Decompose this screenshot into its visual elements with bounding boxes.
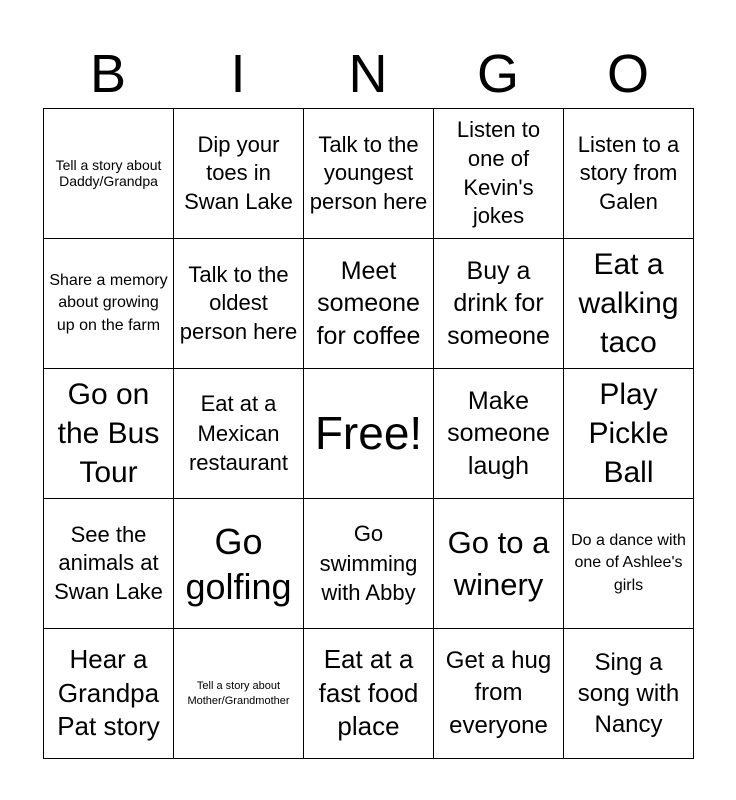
- bingo-cell[interactable]: [304, 109, 434, 239]
- cell-text: Eat at a Mexican restaurant: [188, 390, 289, 476]
- free-space[interactable]: [304, 369, 434, 499]
- bingo-cell[interactable]: [434, 629, 564, 759]
- header-letter-o: O: [606, 44, 649, 104]
- cell-text: Tell a story about Mother/Grandmother: [187, 679, 290, 707]
- bingo-cell[interactable]: [44, 109, 174, 239]
- cell-text: See the animals at Swan Lake: [54, 521, 163, 604]
- card-row: [44, 109, 694, 239]
- bingo-cell[interactable]: [174, 629, 304, 759]
- header-letter-n: N: [348, 44, 388, 104]
- bingo-cell[interactable]: [304, 629, 434, 759]
- cell-text: Hear a Grandpa Pat story: [57, 643, 160, 742]
- cell-text: Sing a song with Nancy: [577, 648, 680, 739]
- cell-text: Make someone laugh: [447, 386, 550, 480]
- bingo-cell[interactable]: [174, 499, 304, 629]
- bingo-cell[interactable]: [44, 239, 174, 369]
- card-row: [44, 369, 694, 499]
- cell-text: Talk to the oldest person here: [179, 261, 298, 344]
- bingo-cell[interactable]: [434, 109, 564, 239]
- cell-text: Listen to one of Kevin's jokes: [456, 117, 541, 229]
- bingo-cell[interactable]: [564, 369, 694, 499]
- bingo-cell[interactable]: [304, 499, 434, 629]
- header-letter-i: I: [230, 44, 246, 104]
- cell-text: Listen to a story from Galen: [577, 131, 680, 214]
- bingo-cell[interactable]: [174, 369, 304, 499]
- bingo-cell[interactable]: [44, 369, 174, 499]
- cell-text: Eat at a fast food place: [318, 643, 419, 742]
- bingo-cell[interactable]: [434, 499, 564, 629]
- cell-text: Play Pickle Ball: [588, 378, 669, 489]
- cell-text: Go golfing: [185, 520, 292, 607]
- cell-text: Go on the Bus Tour: [57, 378, 160, 489]
- cell-text: Dip your toes in Swan Lake: [184, 131, 293, 214]
- bingo-card: [43, 108, 694, 759]
- bingo-cell[interactable]: [434, 369, 564, 499]
- cell-text: Share a memory about growing up on the farm: [49, 271, 168, 334]
- cell-text: Tell a story about Daddy/Grandpa: [55, 156, 162, 189]
- bingo-cell[interactable]: [44, 629, 174, 759]
- cell-text: Do a dance with one of Ashlee's girls: [571, 531, 686, 594]
- cell-text: Get a hug from everyone: [445, 646, 552, 739]
- bingo-cell[interactable]: [564, 499, 694, 629]
- cell-text: Talk to the youngest person here: [309, 131, 428, 214]
- card-row: [44, 239, 694, 369]
- card-row: [44, 499, 694, 629]
- cell-text: Meet someone for coffee: [316, 256, 421, 350]
- bingo-cell[interactable]: [564, 629, 694, 759]
- bingo-cell[interactable]: [304, 239, 434, 369]
- bingo-header: [43, 40, 693, 108]
- card-row: [44, 629, 694, 759]
- header-letter-b: B: [89, 44, 127, 104]
- bingo-cell[interactable]: [564, 109, 694, 239]
- cell-text: Go to a winery: [447, 524, 550, 602]
- cell-text: Buy a drink for someone: [447, 256, 550, 350]
- cell-text: Free!: [314, 406, 423, 459]
- cell-text: Go swimming with Abby: [319, 520, 418, 606]
- bingo-cell[interactable]: [44, 499, 174, 629]
- bingo-cell[interactable]: [434, 239, 564, 369]
- bingo-cell[interactable]: [174, 239, 304, 369]
- bingo-cell[interactable]: [564, 239, 694, 369]
- header-letter-g: G: [476, 44, 519, 104]
- cell-text: Eat a walking taco: [578, 248, 679, 359]
- bingo-cell[interactable]: [174, 109, 304, 239]
